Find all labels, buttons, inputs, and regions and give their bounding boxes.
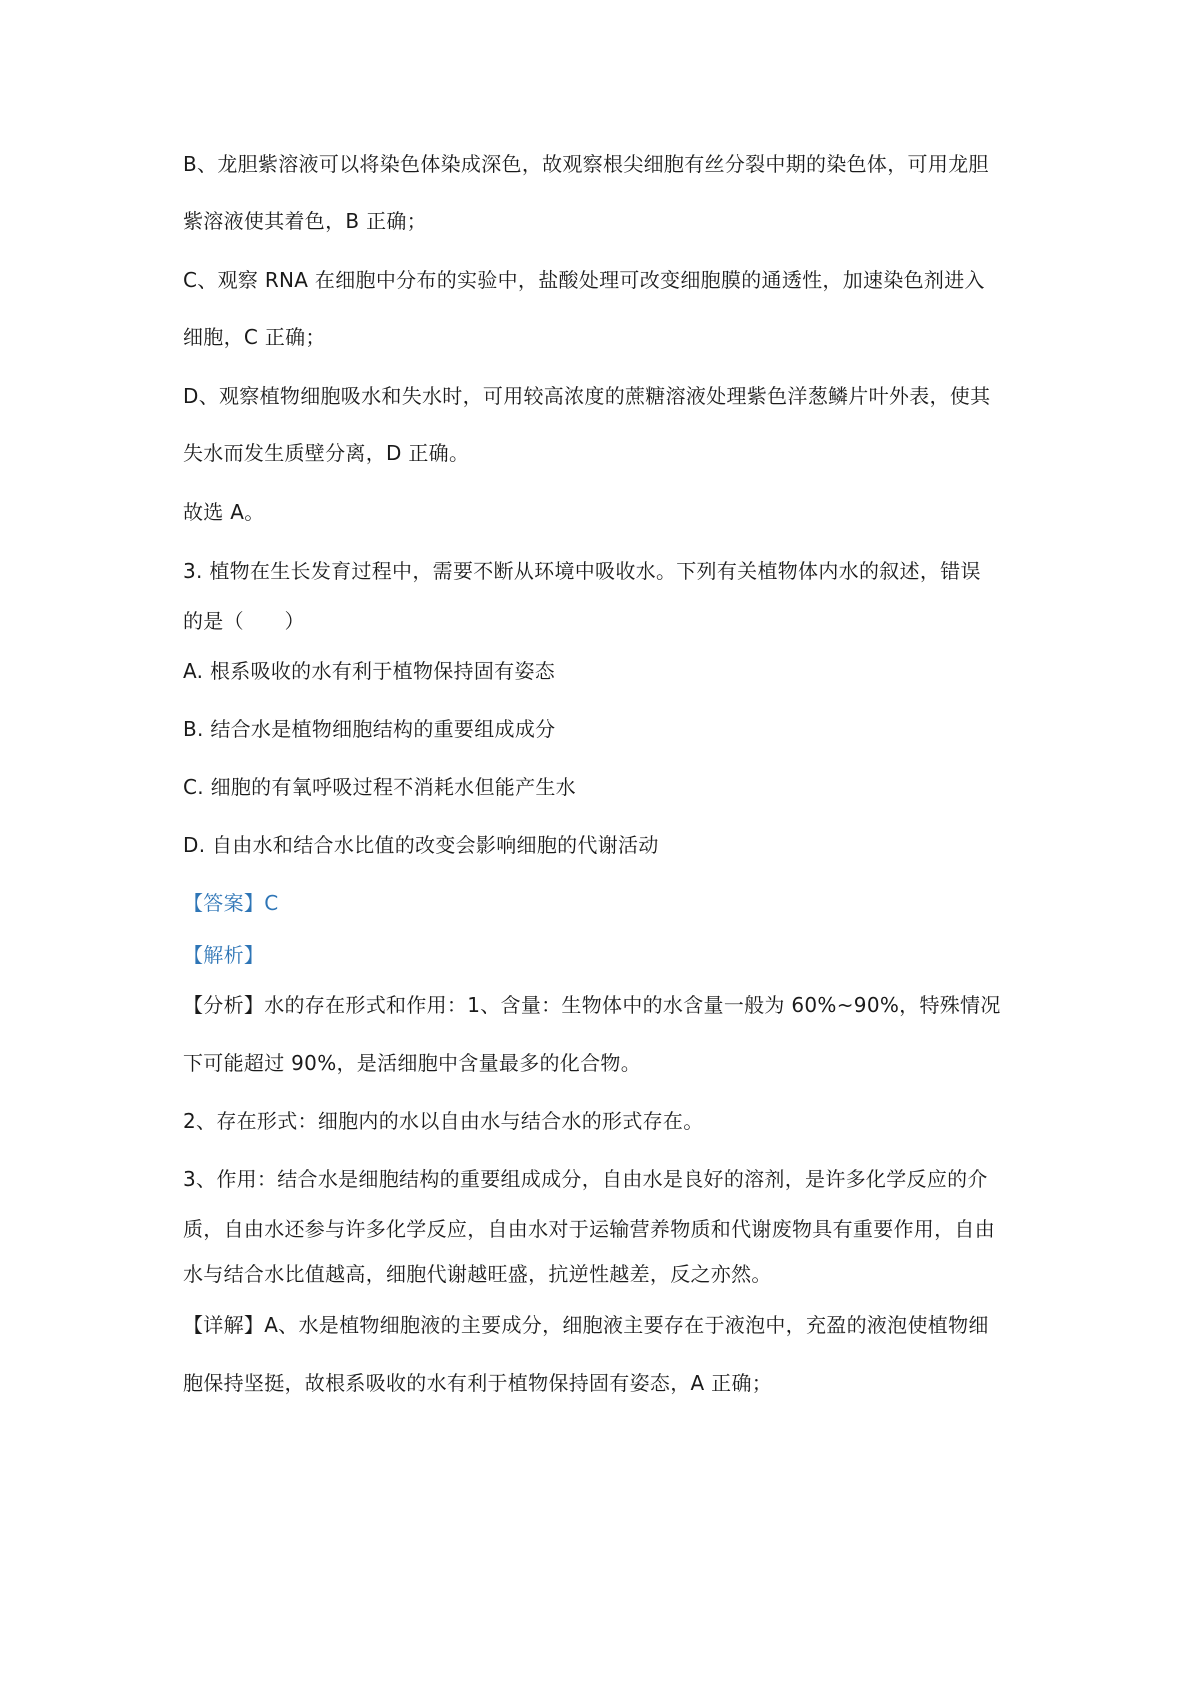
analysis-line-2: 下可能超过 90%，是活细胞中含量最多的化合物。 [183,1051,642,1075]
analysis-heading: 【解析】 [183,943,265,967]
paragraph-b-line-2: 紫溶液使其着色，B 正确； [183,209,427,233]
conclusion-line: 故选 A。 [183,500,265,524]
detail-line-2: 胞保持坚挺，故根系吸收的水有利于植物保持固有姿态，A 正确； [183,1371,773,1395]
analysis-line-5: 质，自由水还参与许多化学反应，自由水对于运输营养物质和代谢废物具有重要作用，自由 [183,1217,995,1241]
paragraph-d-line-1: D、观察植物细胞吸水和失水时，可用较高浓度的蔗糖溶液处理紫色洋葱鳞片叶外表，使其 [183,384,991,408]
option-a: A. 根系吸收的水有利于植物保持固有姿态 [183,659,556,683]
paragraph-d-line-2: 失水而发生质壁分离，D 正确。 [183,441,470,465]
analysis-line-1: 【分析】水的存在形式和作用：1、含量：生物体中的水含量一般为 60%~90%，特殊情况 [183,993,1001,1017]
analysis-line-6: 水与结合水比值越高，细胞代谢越旺盛，抗逆性越差，反之亦然。 [183,1262,772,1286]
paragraph-c-line-2: 细胞，C 正确； [183,325,326,349]
paragraph-c-line-1: C、观察 RNA 在细胞中分布的实验中，盐酸处理可改变细胞膜的通透性，加速染色剂进入 [183,268,985,292]
question-3-line-1: 3. 植物在生长发育过程中，需要不断从环境中吸收水。下列有关植物体内水的叙述，错误 [183,559,981,583]
option-b: B. 结合水是植物细胞结构的重要组成成分 [183,717,556,741]
analysis-line-4: 3、作用：结合水是细胞结构的重要组成成分，自由水是良好的溶剂，是许多化学反应的介 [183,1167,988,1191]
option-c: C. 细胞的有氧呼吸过程不消耗水但能产生水 [183,775,576,799]
question-3-line-2: 的是（ ） [183,609,305,633]
paragraph-b-line-1: B、龙胆紫溶液可以将染色体染成深色，故观察根尖细胞有丝分裂中期的染色体，可用龙胆 [183,152,989,176]
analysis-line-3: 2、存在形式：细胞内的水以自由水与结合水的形式存在。 [183,1109,704,1133]
detail-line-1: 【详解】A、水是植物细胞液的主要成分，细胞液主要存在于液泡中，充盈的液泡使植物细 [183,1313,989,1337]
answer-label: 【答案】C [183,891,279,915]
option-d: D. 自由水和结合水比值的改变会影响细胞的代谢活动 [183,833,659,857]
